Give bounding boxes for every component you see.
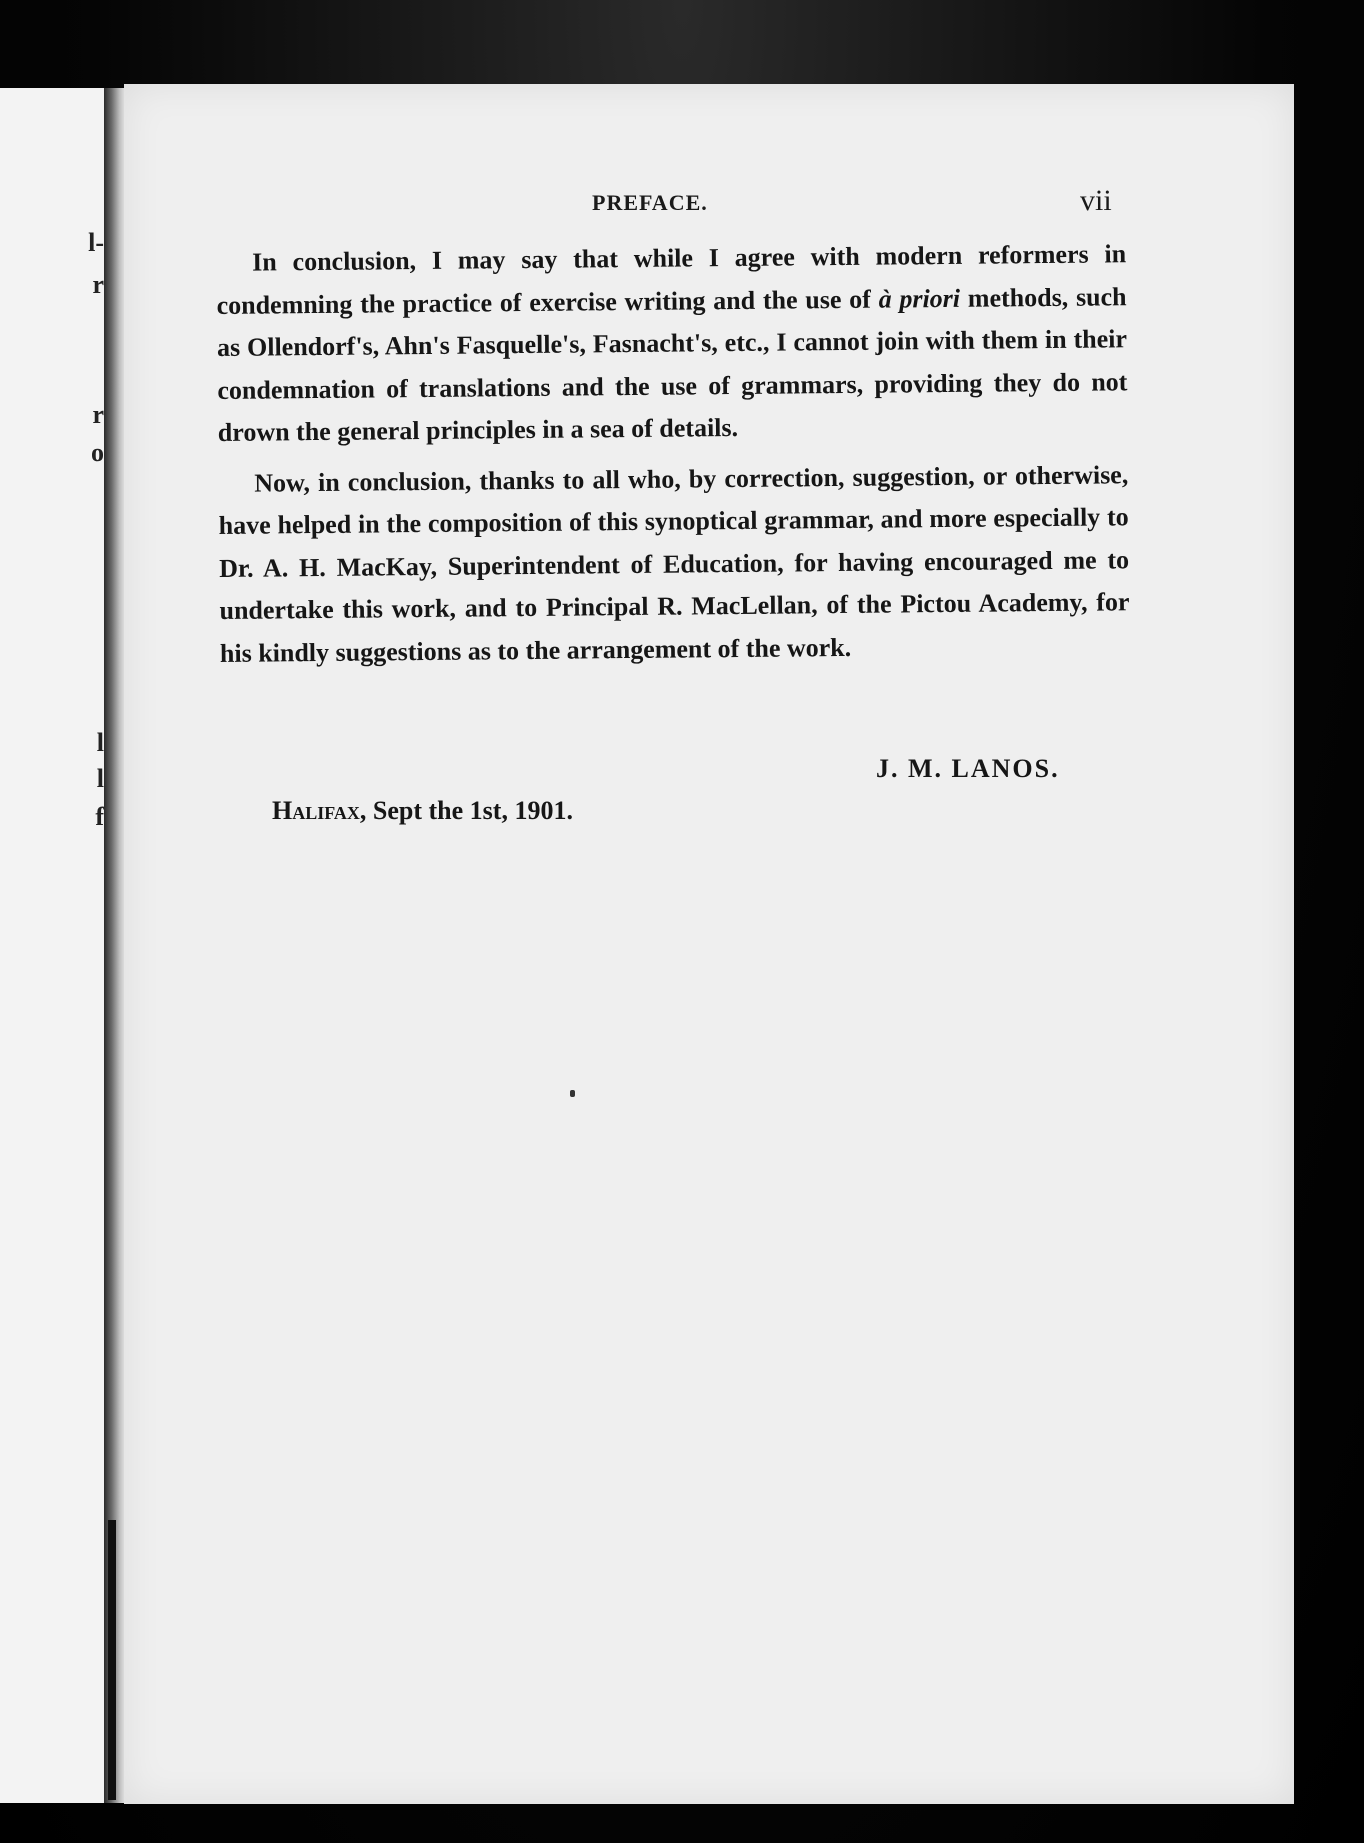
book-page [124, 84, 1294, 1804]
italic-term: à priori [878, 283, 961, 314]
facing-page-edge [0, 88, 110, 1803]
facing-page-fragment: r [92, 270, 104, 299]
paragraph-2: Now, in conclusion, thanks to all who, by correction, suggestion, or otherwise, have helped in the composition of this synoptical grammar, and more especially to Dr. A. H. MacKay, Superintendent of Education, for having encouraged me to undertake this work, and to Principal R. MacLellan, of the Pictou Academy, for his kindly suggestions as to the arrangement of the work. [218, 459, 1130, 668]
facing-page-fragment: o [91, 438, 104, 467]
place-and-date [272, 796, 573, 826]
preface-body [216, 233, 1130, 675]
running-head: PREFACE. [592, 190, 708, 215]
page-header [124, 184, 1294, 234]
facing-page-fragment: l [96, 764, 104, 793]
gutter-shadow [108, 1520, 116, 1800]
paragraph-1-end: methods, such as Ollendorf's, Ahn's Fasquelle's, Fasnacht's, etc., I cannot join with them in their condemnation of translations and the use of grammars, providing they do not drown the general principles in a sea of details. [216, 281, 1128, 447]
paragraph-1 [216, 233, 1128, 454]
facing-page-fragment: l- [88, 228, 104, 257]
facing-page-fragment: f [95, 802, 104, 831]
page-number: vii [1080, 184, 1112, 217]
facing-page-fragment: l [96, 728, 104, 757]
ink-speck [570, 1090, 575, 1097]
paragraph-1-start: In conclusion, I may say that while I agree with modern reformers in condemning the practice of exercise writing and the use of [216, 239, 1127, 320]
facing-page-fragment: r [92, 400, 104, 429]
place: Halifax [272, 796, 360, 825]
date: , Sept the 1st, 1901. [359, 796, 573, 825]
author-signature: J. M. LANOS. [876, 754, 1060, 783]
